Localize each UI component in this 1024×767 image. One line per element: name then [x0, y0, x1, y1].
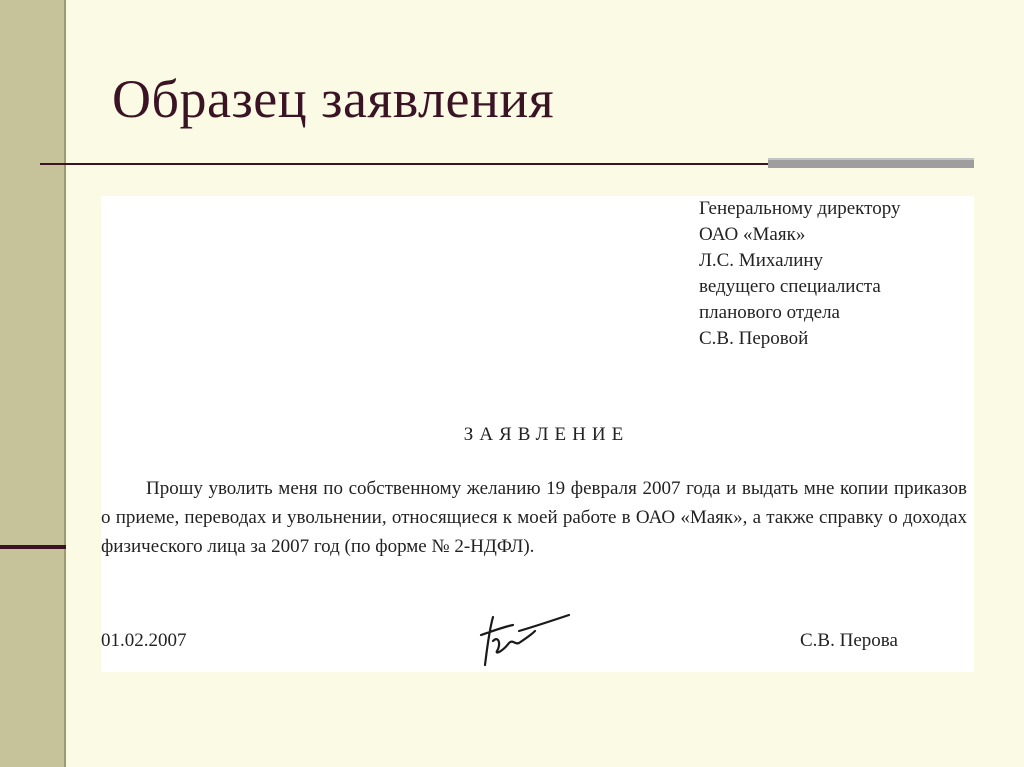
- slide-title: Образец заявления: [112, 69, 555, 129]
- side-rule: [0, 545, 66, 549]
- document-date: 01.02.2007: [101, 630, 187, 651]
- addressee-block: [699, 196, 900, 352]
- addressee-line: ведущего специалиста: [699, 276, 881, 297]
- addressee-line: С.В. Перовой: [699, 328, 809, 349]
- document-image: [101, 196, 974, 672]
- addressee-line: Генеральному директору: [699, 198, 901, 219]
- signature-icon: [473, 601, 573, 671]
- signer-name: С.В. Перова: [800, 630, 898, 651]
- side-decoration-bar: [0, 0, 66, 767]
- addressee-line: Л.С. Михалину: [699, 250, 824, 271]
- addressee-line: планового отдела: [699, 302, 840, 323]
- document-heading: ЗАЯВЛЕНИЕ: [463, 424, 630, 445]
- document-body: Прошу уволить меня по собственному желанию 19 февраля 2007 года и выдать мне копии приказов о приеме, переводах и увольнении, относящиеся к моей работе в ОАО «Маяк», а также справку о доходах физического лица за 2007 год (по форме № 2-НДФЛ).: [101, 478, 967, 557]
- title-divider-accent: [768, 158, 974, 168]
- addressee-line: ОАО «Маяк»: [699, 224, 806, 245]
